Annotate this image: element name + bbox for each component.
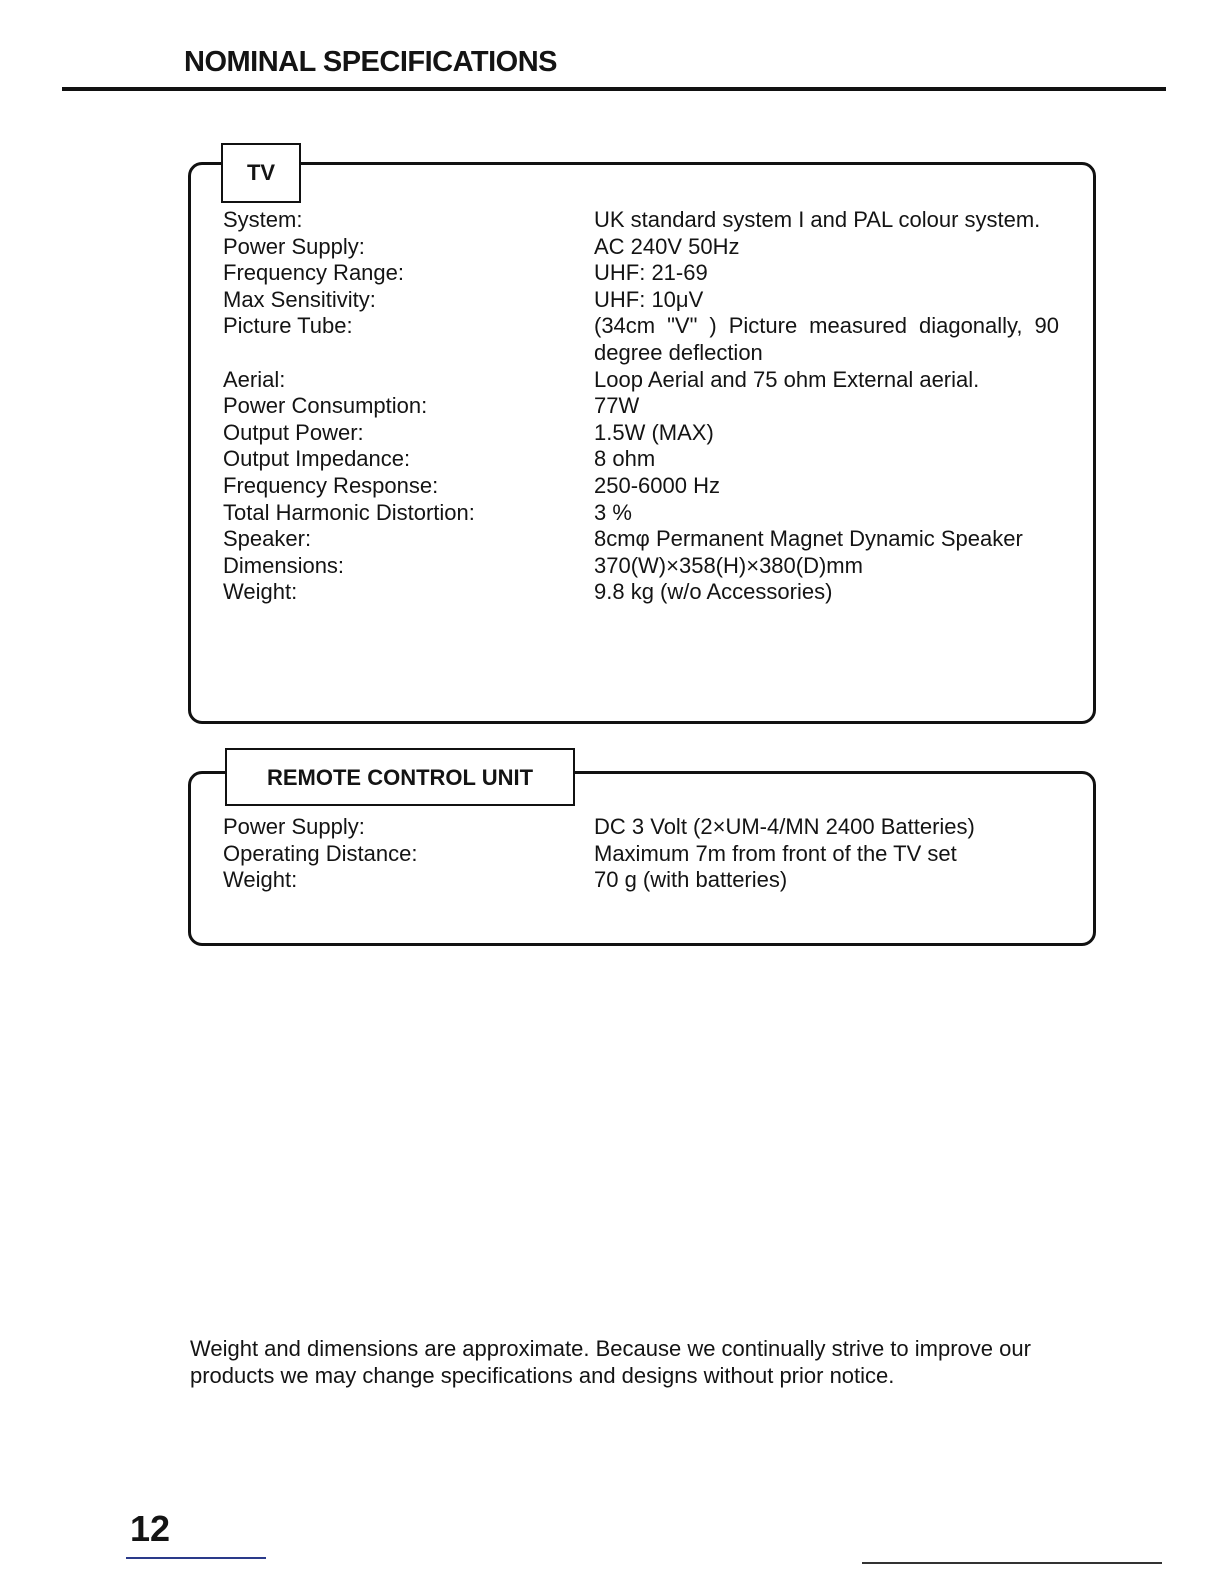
spec-row-speaker — [223, 526, 1059, 553]
tv-spec-list — [223, 207, 1059, 606]
spec-label: Total Harmonic Distortion: — [223, 499, 475, 525]
spec-value: UHF: 10μV — [594, 286, 704, 312]
spec-row-frequency-range — [223, 260, 1059, 287]
spec-label: Output Power: — [223, 419, 364, 445]
spec-value: 3 % — [594, 499, 632, 525]
spec-value: (34cm "V" ) Picture measured diagonally, 90 degree deflection — [594, 313, 1059, 365]
spec-row-power-consumption — [223, 393, 1059, 420]
spec-value: 370(W)×358(H)×380(D)mm — [594, 552, 863, 578]
spec-label: Power Consumption: — [223, 393, 428, 419]
tv-box-heading: TV — [221, 143, 301, 203]
footer-rule — [862, 1562, 1162, 1564]
spec-label: Frequency Range: — [223, 260, 404, 286]
disclaimer-footnote: Weight and dimensions are approximate. Because we continually strive to improve our products we may change specifications and designs without prior notice. — [190, 1336, 1031, 1388]
spec-value: 70 g (with batteries) — [594, 867, 788, 893]
remote-spec-box — [188, 765, 1096, 946]
spec-value: UHF: 21-69 — [594, 260, 708, 286]
spec-label: Weight: — [223, 867, 298, 893]
remote-row-operating-distance — [223, 841, 1059, 868]
remote-row-weight — [223, 867, 1059, 894]
spec-row-max-sensitivity — [223, 287, 1059, 314]
remote-spec-list — [223, 814, 1059, 894]
spec-label: Operating Distance: — [223, 840, 418, 866]
spec-value: Maximum 7m from front of the TV set — [594, 840, 957, 866]
title-divider — [62, 87, 1166, 91]
spec-value: 250-6000 Hz — [594, 472, 720, 498]
spec-value: Loop Aerial and 75 ohm External aerial. — [594, 366, 980, 392]
spec-value: 77W — [594, 393, 640, 419]
spec-row-system — [223, 207, 1059, 234]
spec-label: Frequency Response: — [223, 472, 439, 498]
spec-row-frequency-response — [223, 473, 1059, 500]
spec-row-harmonic-distortion — [223, 500, 1059, 527]
spec-label: Power Supply: — [223, 233, 365, 259]
spec-label: Power Supply: — [223, 814, 365, 839]
page-number-rule — [126, 1557, 266, 1559]
remote-row-power-supply — [223, 814, 1059, 841]
spec-label: Picture Tube: — [223, 313, 353, 339]
spec-row-picture-tube — [223, 313, 1059, 366]
spec-row-output-impedance — [223, 446, 1059, 473]
spec-value: 8 ohm — [594, 446, 656, 472]
spec-row-dimensions — [223, 553, 1059, 580]
spec-row-weight — [223, 579, 1059, 606]
spec-value: UK standard system I and PAL colour system. — [594, 207, 1041, 232]
spec-value: 8cmφ Permanent Magnet Dynamic Speaker — [594, 526, 1023, 552]
remote-box-heading: REMOTE CONTROL UNIT — [225, 748, 575, 806]
spec-label: Dimensions: — [223, 552, 345, 578]
spec-value: 1.5W (MAX) — [594, 419, 714, 445]
spec-row-output-power — [223, 420, 1059, 447]
spec-row-aerial — [223, 367, 1059, 394]
spec-label: Aerial: — [223, 366, 286, 392]
spec-label: Output Impedance: — [223, 446, 411, 472]
spec-label: System: — [223, 207, 303, 232]
page-title: NOMINAL SPECIFICATIONS — [184, 46, 557, 78]
spec-value: 9.8 kg (w/o Accessories) — [594, 579, 833, 605]
tv-spec-box — [188, 162, 1096, 724]
spec-label: Weight: — [223, 579, 298, 605]
spec-value: AC 240V 50Hz — [594, 233, 740, 259]
page-number: 12 — [130, 1508, 171, 1549]
spec-row-power-supply — [223, 234, 1059, 261]
spec-label: Max Sensitivity: — [223, 286, 376, 312]
spec-value: DC 3 Volt (2×UM-4/MN 2400 Batteries) — [594, 814, 975, 839]
spec-label: Speaker: — [223, 526, 312, 552]
